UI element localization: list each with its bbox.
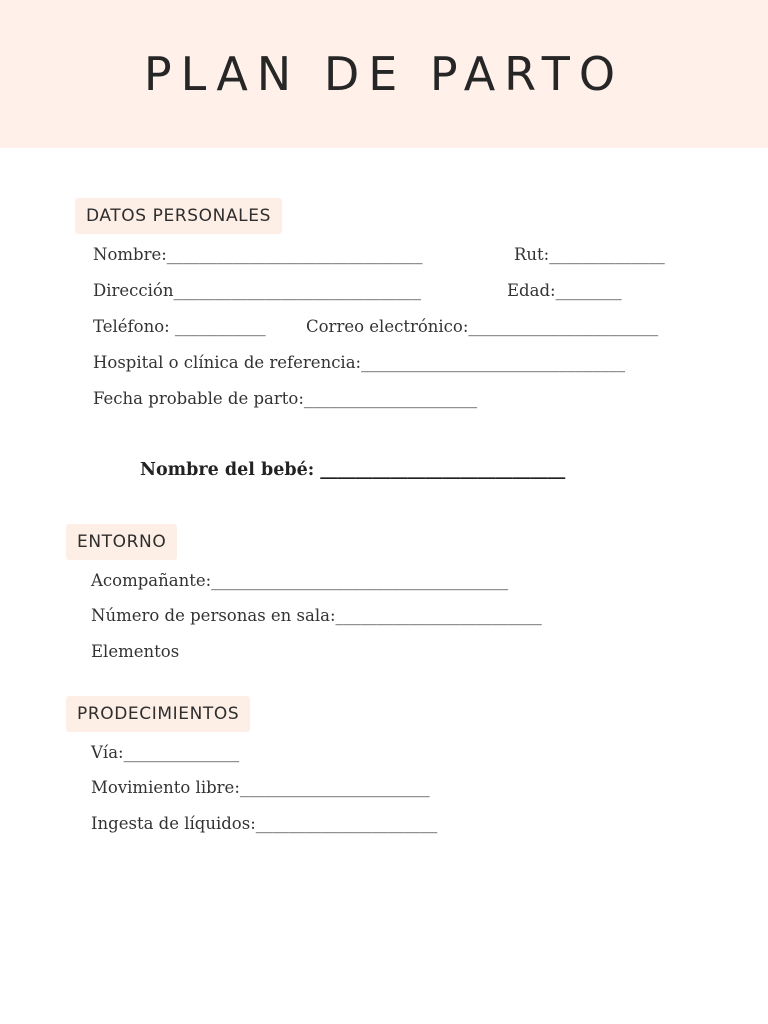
field-hospital[interactable]: Hospital o clínica de referencia:________________________________ <box>93 353 626 372</box>
field-movimiento-libre[interactable]: Movimiento libre:_______________________ <box>91 778 430 797</box>
field-telefono[interactable]: Teléfono: ___________ <box>93 317 266 336</box>
header-banner <box>0 0 768 148</box>
section-heading-entorno: ENTORNO <box>66 524 177 560</box>
field-ingesta-liquidos[interactable]: Ingesta de líquidos:______________________ <box>91 814 438 833</box>
field-elementos: Elementos <box>91 642 180 661</box>
field-fecha-probable[interactable]: Fecha probable de parto:_____________________ <box>93 389 478 408</box>
field-nombre-bebe[interactable]: Nombre del bebé: ____________________________ <box>140 460 566 480</box>
field-edad[interactable]: Edad:________ <box>507 281 622 300</box>
field-rut[interactable]: Rut:______________ <box>514 245 665 264</box>
field-personas-sala[interactable]: Número de personas en sala:_________________________ <box>91 606 542 625</box>
field-acompanante[interactable]: Acompañante:____________________________________ <box>91 571 509 590</box>
field-direccion[interactable]: Dirección______________________________ <box>93 281 421 300</box>
field-via[interactable]: Vía:______________ <box>91 743 240 762</box>
section-heading-datos-personales: DATOS PERSONALES <box>75 198 282 234</box>
section-heading-procedimientos: PRODECIMIENTOS <box>66 696 250 732</box>
field-nombre[interactable]: Nombre:_______________________________ <box>93 245 423 264</box>
page-title: PLAN DE PARTO <box>143 47 625 101</box>
field-correo[interactable]: Correo electrónico:_______________________ <box>306 317 659 336</box>
